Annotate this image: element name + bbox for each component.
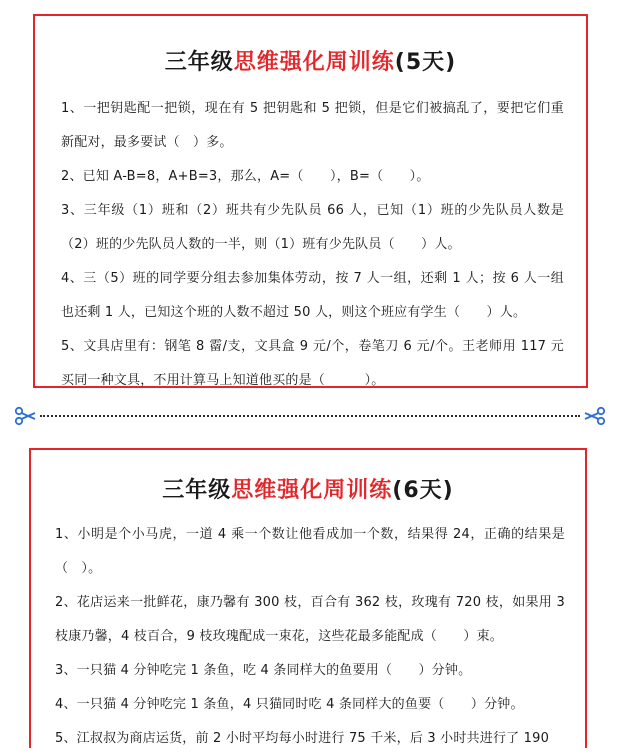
day6-question-5: 5、江叔叔为商店运货，前 2 小时平均每小时进行 75 千米，后 3 小时共进行了 190 [55, 731, 550, 746]
day5-question-2: 2、已知 A-B=8，A+B=3，那么，A=（ ），B=（ ）。 [61, 169, 430, 184]
day6-title-prefix: 三年级 [162, 478, 232, 503]
scissors-icon [584, 406, 606, 426]
scissors-icon [14, 406, 36, 426]
day5-title [35, 48, 586, 78]
day5-question-3: 3、三年级（1）班和（2）班共有少先队员 66 人，已知（1）班的少先队员人数是（2）班的少先队员人数的一半，则（1）班有少先队员（ ）人。 [61, 203, 564, 252]
day6-question-4: 4、一只猫 4 分钟吃完 1 条鱼，4 只猫同时吃 4 条同样大的鱼要（ ）分钟。 [55, 697, 524, 712]
day5-title-prefix: 三年级 [164, 50, 234, 75]
dotted-divider [40, 415, 580, 417]
day5-question-1: 1、一把钥匙配一把锁，现在有 5 把钥匙和 5 把锁，但是它们被搞乱了，要把它们重新配对，最多要试（ ）多。 [61, 101, 564, 150]
day5-title-suffix: (5天) [394, 50, 457, 75]
day6-question-list [31, 518, 585, 756]
day5-question-5: 5、文具店里有：钢笔 8 霤/支，文具盒 9 元/个，卷笔刀 6 元/个。王老师用 117 元买同一种文具，不用计算马上知道他买的是（ ）。 [61, 339, 564, 388]
day6-exercise-card [29, 448, 587, 748]
day6-question-2: 2、花店运来一批鲜花，康乃馨有 300 枝，百合有 362 枝，玫瑰有 720 枝，如果用 3 枝康乃馨，4 枝百合，9 枝玫瑰配成一束花，这些花最多能配成（ ）束。 [55, 595, 565, 644]
day5-question-4: 4、三（5）班的同学要分组去参加集体劳动，按 7 人一组，还剩 1 人；按 6 人一组也还剩 1 人，已知这个班的人数不超过 50 人，则这个班应有学生（ ）人。 [61, 271, 564, 320]
day5-exercise-card [33, 14, 588, 388]
day6-question-3: 3、一只猫 4 分钟吃完 1 条鱼，吃 4 条同样大的鱼要用（ ）分钟。 [55, 663, 472, 678]
day6-question-1: 1、小明是个小马虎，一道 4 乘一个数让他看成加一个数，结果得 24，正确的结果是（ ）。 [55, 527, 565, 576]
day5-title-highlight: 思维强化周训练 [233, 50, 395, 75]
day6-title-highlight: 思维强化周训练 [231, 478, 393, 503]
day6-title-suffix: (6天) [392, 478, 454, 503]
cut-line [14, 404, 606, 428]
day5-question-list [35, 92, 586, 398]
day6-title [31, 476, 585, 506]
